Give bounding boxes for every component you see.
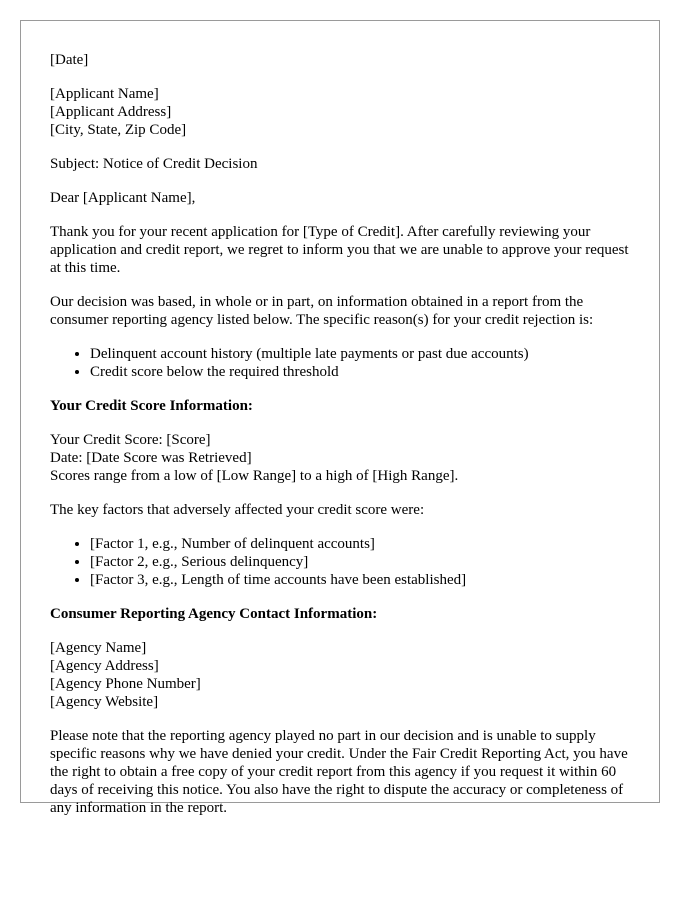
letter-date: [Date] — [50, 52, 89, 68]
credit-score-line: Your Credit Score: [Score] — [50, 432, 211, 448]
applicant-block — [50, 85, 640, 139]
closing-paragraph: Please note that the reporting agency played no part in our decision and is unable to supply specific reasons why we have denied your credit. Under the Fair Credit Reporting Act, you have the right to obtain a free copy of your credit report from this agency if you request it within 60 days of receiving this notice. You also have the right to dispute the accuracy or completeness of any information in the report. — [50, 728, 628, 816]
intro-paragraph: Thank you for your recent application for [Type of Credit]. After carefully reviewing your application and credit report, we regret to inform you that we are unable to approve your request at this time. — [50, 224, 629, 276]
credit-score-date: Date: [Date Score was Retrieved] — [50, 450, 252, 466]
factors-intro: The key factors that adversely affected your credit score were: — [50, 502, 425, 518]
agency-address: [Agency Address] — [50, 658, 159, 674]
credit-score-heading: Your Credit Score Information: — [50, 398, 253, 414]
reason-item: • Credit score below the required threshold — [90, 363, 640, 381]
applicant-address: [Applicant Address] — [50, 104, 172, 120]
credit-score-range: Scores range from a low of [Low Range] to a high of [High Range]. — [50, 468, 459, 484]
decision-paragraph: Our decision was based, in whole or in part, on information obtained in a report from the consumer reporting agency listed below. The specific reason(s) for your credit rejection is: — [50, 294, 594, 328]
agency-website: [Agency Website] — [50, 694, 159, 710]
applicant-name: [Applicant Name] — [50, 86, 159, 102]
letter-subject: Subject: Notice of Credit Decision — [50, 156, 258, 172]
factor-item: • [Factor 1, e.g., Number of delinquent accounts] — [90, 535, 640, 553]
factor-item: • [Factor 2, e.g., Serious delinquency] — [90, 553, 640, 571]
applicant-city-state-zip: [City, State, Zip Code] — [50, 122, 187, 138]
credit-score-block — [50, 431, 640, 485]
letter-page — [20, 20, 660, 816]
reason-item: • Delinquent account history (multiple late payments or past due accounts) — [90, 345, 640, 363]
agency-name: [Agency Name] — [50, 640, 147, 656]
factor-item: • [Factor 3, e.g., Length of time accounts have been established] — [90, 571, 640, 589]
letter-content — [50, 51, 640, 833]
agency-phone: [Agency Phone Number] — [50, 676, 201, 692]
agency-block — [50, 639, 640, 711]
reasons-list — [50, 345, 640, 381]
letter-salutation: Dear [Applicant Name], — [50, 190, 196, 206]
factors-list — [50, 535, 640, 589]
agency-heading: Consumer Reporting Agency Contact Information: — [50, 606, 378, 622]
